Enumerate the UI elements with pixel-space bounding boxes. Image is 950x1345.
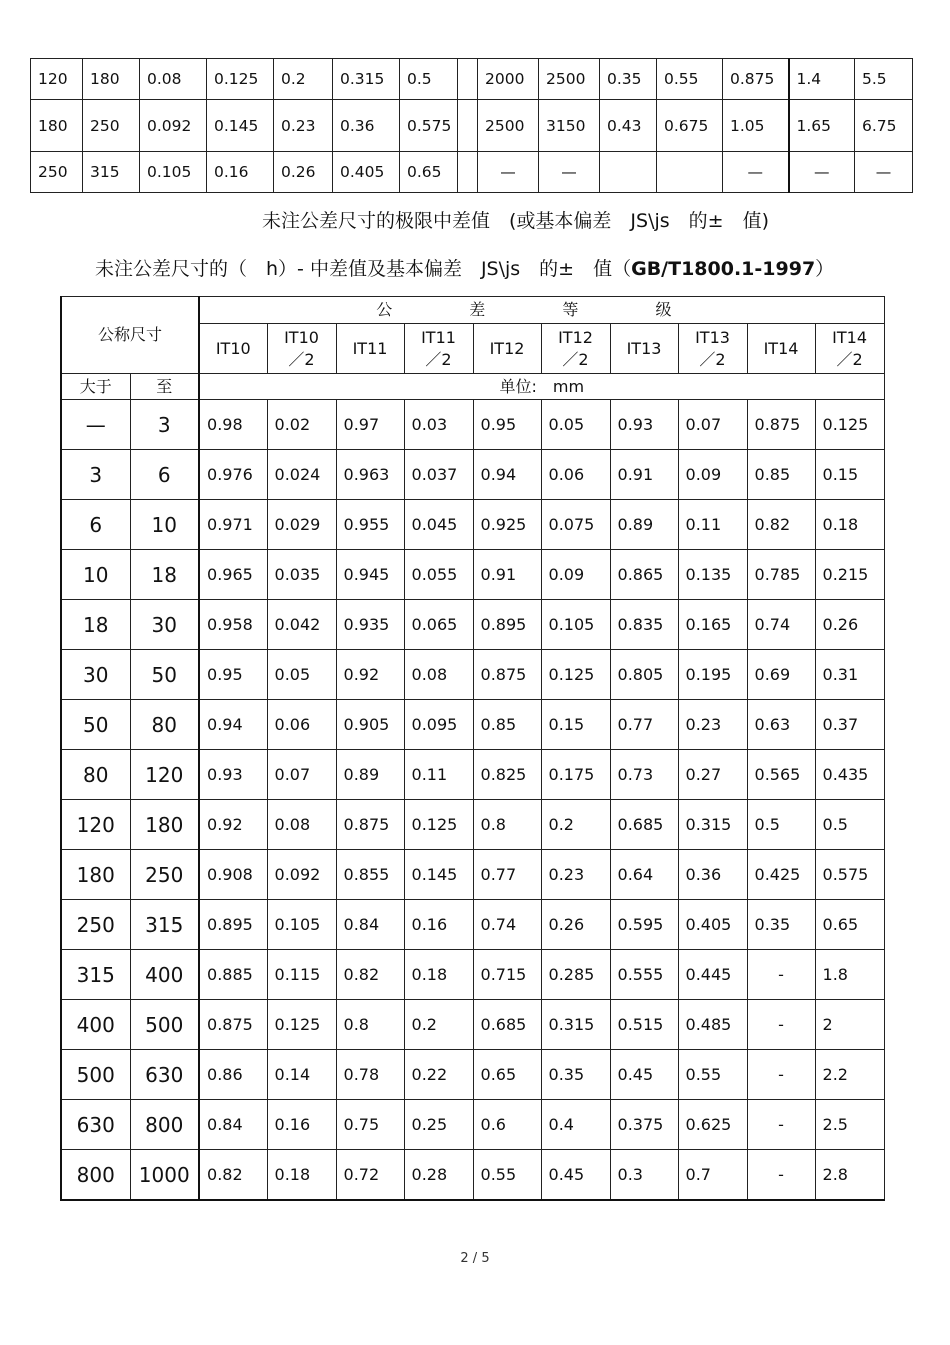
- row-size-to: 80: [130, 700, 199, 750]
- header-nominal-size: 公称尺寸: [61, 297, 199, 374]
- table-row: [61, 600, 884, 650]
- row-size-to: 18: [130, 550, 199, 600]
- top-table-cell: [600, 152, 657, 193]
- top-table-cell: 0.092: [140, 100, 207, 152]
- table-row: [61, 800, 884, 850]
- table-cell: 0.5: [815, 800, 884, 850]
- page-number: 2 / 5: [460, 1251, 490, 1266]
- top-table-cell: 0.2: [274, 59, 333, 100]
- table-cell: 0.65: [815, 900, 884, 950]
- row-size-from: 3: [61, 450, 130, 500]
- table-cell: 0.73: [610, 750, 678, 800]
- table-cell: 0.91: [473, 550, 541, 600]
- top-table-cell: 250: [31, 152, 83, 193]
- table-cell: 0.165: [678, 600, 747, 650]
- table-cell: 0.65: [473, 1050, 541, 1100]
- table-cell: 0.93: [610, 400, 678, 450]
- table-cell: 0.825: [473, 750, 541, 800]
- top-table-cell: 5.5: [855, 59, 913, 100]
- top-table-cell: 120: [31, 59, 83, 100]
- top-table-cell: 0.145: [207, 100, 274, 152]
- table-cell: 0.18: [404, 950, 473, 1000]
- table-cell: 0.405: [678, 900, 747, 950]
- table-cell: 0.976: [199, 450, 267, 500]
- table-row: [61, 850, 884, 900]
- header-grade-it10-half2: IT10 ／2: [267, 324, 336, 374]
- table-cell: 0.625: [678, 1100, 747, 1150]
- table-cell: 0.89: [336, 750, 404, 800]
- top-table-cell: 0.16: [207, 152, 274, 193]
- table-cell: 0.5: [747, 800, 815, 850]
- row-size-from: 400: [61, 1000, 130, 1050]
- top-table-gap: [458, 59, 478, 100]
- table-cell: 0.855: [336, 850, 404, 900]
- top-table-body: [31, 59, 913, 193]
- table-cell: 2.5: [815, 1100, 884, 1150]
- tolerance-table-body: [61, 400, 884, 1201]
- table-cell: 0.94: [473, 450, 541, 500]
- top-table-gap: [458, 100, 478, 152]
- table-cell: 0.445: [678, 950, 747, 1000]
- table-cell: 0.45: [610, 1050, 678, 1100]
- row-size-from: 315: [61, 950, 130, 1000]
- heading2-suffix: ）: [815, 258, 835, 280]
- table-cell: 0.15: [541, 700, 610, 750]
- table-cell: 0.84: [336, 900, 404, 950]
- row-size-to: 500: [130, 1000, 199, 1050]
- top-table-cell: 0.575: [400, 100, 458, 152]
- table-cell: 0.875: [747, 400, 815, 450]
- table-row: [61, 1000, 884, 1050]
- table-cell: 0.958: [199, 600, 267, 650]
- table-cell: 0.14: [267, 1050, 336, 1100]
- table-cell: 0.55: [678, 1050, 747, 1100]
- row-size-from: 500: [61, 1050, 130, 1100]
- row-size-from: 250: [61, 900, 130, 950]
- table-cell: 0.77: [473, 850, 541, 900]
- table-cell: 0.95: [199, 650, 267, 700]
- table-cell: -: [747, 1050, 815, 1100]
- table-cell: 0.22: [404, 1050, 473, 1100]
- table-cell: 0.89: [610, 500, 678, 550]
- top-table-cell: 0.43: [600, 100, 657, 152]
- table-cell: 0.23: [541, 850, 610, 900]
- table-cell: 0.26: [815, 600, 884, 650]
- table-cell: 0.64: [610, 850, 678, 900]
- header-grade-it12-half2: IT12 ／2: [541, 324, 610, 374]
- top-table-cell: 0.105: [140, 152, 207, 193]
- top-table-cell: 1.05: [723, 100, 789, 152]
- header-grade-it14-half2: IT14 ／2: [815, 324, 884, 374]
- row-size-from: 180: [61, 850, 130, 900]
- row-size-to: 10: [130, 500, 199, 550]
- row-size-from: 10: [61, 550, 130, 600]
- table-cell: 0.6: [473, 1100, 541, 1150]
- table-cell: 0.69: [747, 650, 815, 700]
- row-size-from: 120: [61, 800, 130, 850]
- header-grade-it10: IT10: [199, 324, 267, 374]
- row-size-to: 250: [130, 850, 199, 900]
- table-cell: 0.31: [815, 650, 884, 700]
- table-row: [61, 650, 884, 700]
- table-cell: 0.565: [747, 750, 815, 800]
- table-cell: 0.125: [815, 400, 884, 450]
- row-size-to: 3: [130, 400, 199, 450]
- table-cell: 0.965: [199, 550, 267, 600]
- table-cell: 0.4: [541, 1100, 610, 1150]
- table-cell: 0.908: [199, 850, 267, 900]
- table-cell: 0.875: [473, 650, 541, 700]
- row-size-to: 6: [130, 450, 199, 500]
- top-table-cell: 2000: [478, 59, 539, 100]
- table-cell: 0.955: [336, 500, 404, 550]
- heading-limit-deviation: 未注公差尺寸的极限中差值 (或基本偏差 JS\js 的± 值): [262, 210, 769, 232]
- table-cell: 0.042: [267, 600, 336, 650]
- table-cell: 0.18: [267, 1150, 336, 1201]
- table-cell: 0.07: [267, 750, 336, 800]
- table-row: [61, 450, 884, 500]
- table-cell: 0.11: [678, 500, 747, 550]
- header-grade-it13: IT13: [610, 324, 678, 374]
- table-cell: 0.92: [199, 800, 267, 850]
- table-cell: 0.93: [199, 750, 267, 800]
- table-cell: 0.63: [747, 700, 815, 750]
- tolerance-table: [60, 296, 885, 1201]
- table-cell: -: [747, 1100, 815, 1150]
- table-cell: 0.05: [267, 650, 336, 700]
- header-tolerance-grade-text: 公 差 等 级: [376, 300, 708, 319]
- table-cell: 0.055: [404, 550, 473, 600]
- table-row: [61, 750, 884, 800]
- table-cell: 0.35: [747, 900, 815, 950]
- top-table-cell: 2500: [539, 59, 600, 100]
- table-row: [61, 400, 884, 450]
- row-size-to: 315: [130, 900, 199, 950]
- header-grade-it12: IT12: [473, 324, 541, 374]
- top-table-cell: 0.65: [400, 152, 458, 193]
- table-cell: 0.03: [404, 400, 473, 450]
- table-cell: 0.78: [336, 1050, 404, 1100]
- table-cell: -: [747, 1150, 815, 1201]
- top-table-cell: 6.75: [855, 100, 913, 152]
- table-cell: 0.3: [610, 1150, 678, 1201]
- table-cell: 0.105: [541, 600, 610, 650]
- table-cell: -: [747, 950, 815, 1000]
- table-cell: 0.84: [199, 1100, 267, 1150]
- heading2-text: 未注公差尺寸的（ h）- 中差值及基本偏差 JS\js 的± 值（: [95, 258, 632, 280]
- table-cell: 0.09: [541, 550, 610, 600]
- table-cell: 2.8: [815, 1150, 884, 1201]
- table-cell: 0.7: [678, 1150, 747, 1201]
- top-table-cell: 0.675: [657, 100, 723, 152]
- top-table-cell: 0.125: [207, 59, 274, 100]
- table-cell: 0.895: [473, 600, 541, 650]
- standard-code: GB/T1800.1-1997: [631, 258, 816, 280]
- table-cell: 0.024: [267, 450, 336, 500]
- table-cell: 0.095: [404, 700, 473, 750]
- table-cell: 0.55: [473, 1150, 541, 1201]
- table-cell: 0.36: [678, 850, 747, 900]
- table-cell: 0.125: [541, 650, 610, 700]
- top-table-cell: 250: [83, 100, 140, 152]
- top-table-cell: —: [855, 152, 913, 193]
- table-cell: 0.963: [336, 450, 404, 500]
- table-cell: 0.029: [267, 500, 336, 550]
- table-cell: 0.315: [678, 800, 747, 850]
- table-cell: 0.35: [541, 1050, 610, 1100]
- table-cell: 0.74: [473, 900, 541, 950]
- table-cell: 0.895: [199, 900, 267, 950]
- table-cell: 0.175: [541, 750, 610, 800]
- top-table-cell: —: [789, 152, 855, 193]
- table-cell: 0.02: [267, 400, 336, 450]
- table-cell: 0.91: [610, 450, 678, 500]
- row-size-to: 50: [130, 650, 199, 700]
- top-table-cell: 0.5: [400, 59, 458, 100]
- header-grade-it14: IT14: [747, 324, 815, 374]
- table-cell: 0.18: [815, 500, 884, 550]
- table-cell: 0.045: [404, 500, 473, 550]
- table-cell: 0.285: [541, 950, 610, 1000]
- table-cell: 0.09: [678, 450, 747, 500]
- top-table-gap: [458, 152, 478, 193]
- table-cell: 0.08: [404, 650, 473, 700]
- table-cell: 0.435: [815, 750, 884, 800]
- table-cell: 0.86: [199, 1050, 267, 1100]
- table-cell: 0.8: [473, 800, 541, 850]
- row-size-from: 18: [61, 600, 130, 650]
- row-size-from: 800: [61, 1150, 130, 1201]
- table-cell: 0.375: [610, 1100, 678, 1150]
- top-table-cell: 0.26: [274, 152, 333, 193]
- table-cell: 0.15: [815, 450, 884, 500]
- header-above: 大于: [61, 374, 130, 400]
- table-cell: 0.05: [541, 400, 610, 450]
- header-tolerance-grade: [199, 297, 884, 324]
- table-cell: 0.16: [404, 900, 473, 950]
- top-partial-table: [30, 58, 913, 193]
- top-table-cell: —: [539, 152, 600, 193]
- table-cell: 0.07: [678, 400, 747, 450]
- table-cell: 0.485: [678, 1000, 747, 1050]
- table-cell: 0.875: [336, 800, 404, 850]
- table-cell: 0.835: [610, 600, 678, 650]
- top-table-cell: —: [478, 152, 539, 193]
- table-cell: 0.145: [404, 850, 473, 900]
- row-size-to: 800: [130, 1100, 199, 1150]
- table-cell: 0.2: [404, 1000, 473, 1050]
- table-cell: 0.92: [336, 650, 404, 700]
- top-table-cell: —: [723, 152, 789, 193]
- table-cell: 0.037: [404, 450, 473, 500]
- table-cell: 2: [815, 1000, 884, 1050]
- table-cell: 0.065: [404, 600, 473, 650]
- table-cell: 0.935: [336, 600, 404, 650]
- header-grade-it11-half2: IT11 ／2: [404, 324, 473, 374]
- top-table-cell: 180: [31, 100, 83, 152]
- table-cell: 0.195: [678, 650, 747, 700]
- heading-standard-reference: [95, 257, 834, 281]
- table-cell: 0.515: [610, 1000, 678, 1050]
- table-cell: 0.23: [678, 700, 747, 750]
- table-row: [61, 1050, 884, 1100]
- table-cell: 0.97: [336, 400, 404, 450]
- table-cell: 1.8: [815, 950, 884, 1000]
- table-cell: 0.785: [747, 550, 815, 600]
- row-size-from: 80: [61, 750, 130, 800]
- table-cell: 0.685: [473, 1000, 541, 1050]
- row-size-from: 6: [61, 500, 130, 550]
- top-table-row: [31, 59, 913, 100]
- table-cell: 0.805: [610, 650, 678, 700]
- table-cell: 0.092: [267, 850, 336, 900]
- top-table-cell: 2500: [478, 100, 539, 152]
- table-cell: -: [747, 1000, 815, 1050]
- table-cell: 0.925: [473, 500, 541, 550]
- table-cell: 0.115: [267, 950, 336, 1000]
- table-cell: 0.8: [336, 1000, 404, 1050]
- top-table-row: [31, 100, 913, 152]
- table-cell: 0.865: [610, 550, 678, 600]
- table-cell: 0.82: [747, 500, 815, 550]
- top-table-cell: 0.875: [723, 59, 789, 100]
- top-table-cell: 0.35: [600, 59, 657, 100]
- row-size-to: 630: [130, 1050, 199, 1100]
- table-cell: 0.06: [267, 700, 336, 750]
- table-cell: 0.875: [199, 1000, 267, 1050]
- row-size-from: 50: [61, 700, 130, 750]
- table-cell: 0.905: [336, 700, 404, 750]
- header-upto: 至: [130, 374, 199, 400]
- top-table-cell: 0.36: [333, 100, 400, 152]
- top-table-cell: 0.08: [140, 59, 207, 100]
- table-cell: 0.25: [404, 1100, 473, 1150]
- table-cell: 0.685: [610, 800, 678, 850]
- table-cell: 0.85: [473, 700, 541, 750]
- table-cell: 0.945: [336, 550, 404, 600]
- table-cell: 0.45: [541, 1150, 610, 1201]
- table-row: [61, 950, 884, 1000]
- table-row: [61, 500, 884, 550]
- top-table-cell: 3150: [539, 100, 600, 152]
- table-cell: 0.105: [267, 900, 336, 950]
- table-cell: 0.215: [815, 550, 884, 600]
- row-size-to: 120: [130, 750, 199, 800]
- table-cell: 0.85: [747, 450, 815, 500]
- header-grade-it11: IT11: [336, 324, 404, 374]
- top-table-cell: 1.4: [789, 59, 855, 100]
- table-cell: 0.125: [267, 1000, 336, 1050]
- table-cell: 0.27: [678, 750, 747, 800]
- table-cell: 0.315: [541, 1000, 610, 1050]
- table-cell: 0.595: [610, 900, 678, 950]
- top-table-row: [31, 152, 913, 193]
- top-table-cell: 180: [83, 59, 140, 100]
- row-size-from: 630: [61, 1100, 130, 1150]
- table-cell: 0.08: [267, 800, 336, 850]
- row-size-to: 180: [130, 800, 199, 850]
- table-cell: 0.95: [473, 400, 541, 450]
- table-cell: 0.98: [199, 400, 267, 450]
- table-cell: 0.555: [610, 950, 678, 1000]
- table-row: [61, 900, 884, 950]
- table-row: [61, 700, 884, 750]
- table-cell: 0.82: [336, 950, 404, 1000]
- table-cell: 0.715: [473, 950, 541, 1000]
- top-table-cell: 0.315: [333, 59, 400, 100]
- top-table-cell: 0.23: [274, 100, 333, 152]
- table-cell: 2.2: [815, 1050, 884, 1100]
- table-cell: 0.16: [267, 1100, 336, 1150]
- row-size-to: 400: [130, 950, 199, 1000]
- top-table-cell: 1.65: [789, 100, 855, 152]
- row-size-to: 30: [130, 600, 199, 650]
- top-table-cell: 315: [83, 152, 140, 193]
- table-cell: 0.11: [404, 750, 473, 800]
- table-cell: 0.425: [747, 850, 815, 900]
- table-row: [61, 1100, 884, 1150]
- table-cell: 0.75: [336, 1100, 404, 1150]
- table-cell: 0.74: [747, 600, 815, 650]
- table-cell: 0.125: [404, 800, 473, 850]
- table-cell: 0.2: [541, 800, 610, 850]
- row-size-from: —: [61, 400, 130, 450]
- top-table-cell: [657, 152, 723, 193]
- table-cell: 0.28: [404, 1150, 473, 1201]
- table-cell: 0.77: [610, 700, 678, 750]
- table-cell: 0.575: [815, 850, 884, 900]
- row-size-from: 30: [61, 650, 130, 700]
- table-row: [61, 550, 884, 600]
- table-cell: 0.26: [541, 900, 610, 950]
- table-cell: 0.135: [678, 550, 747, 600]
- tolerance-table-header: [61, 297, 884, 400]
- table-cell: 0.075: [541, 500, 610, 550]
- table-cell: 0.035: [267, 550, 336, 600]
- table-row: [61, 1150, 884, 1201]
- table-cell: 0.971: [199, 500, 267, 550]
- top-table-cell: 0.405: [333, 152, 400, 193]
- table-cell: 0.82: [199, 1150, 267, 1201]
- header-unit: 单位: mm: [199, 374, 884, 400]
- header-grade-it13-half2: IT13 ／2: [678, 324, 747, 374]
- table-cell: 0.37: [815, 700, 884, 750]
- table-cell: 0.06: [541, 450, 610, 500]
- table-cell: 0.72: [336, 1150, 404, 1201]
- row-size-to: 1000: [130, 1150, 199, 1201]
- top-table-cell: 0.55: [657, 59, 723, 100]
- table-cell: 0.885: [199, 950, 267, 1000]
- table-cell: 0.94: [199, 700, 267, 750]
